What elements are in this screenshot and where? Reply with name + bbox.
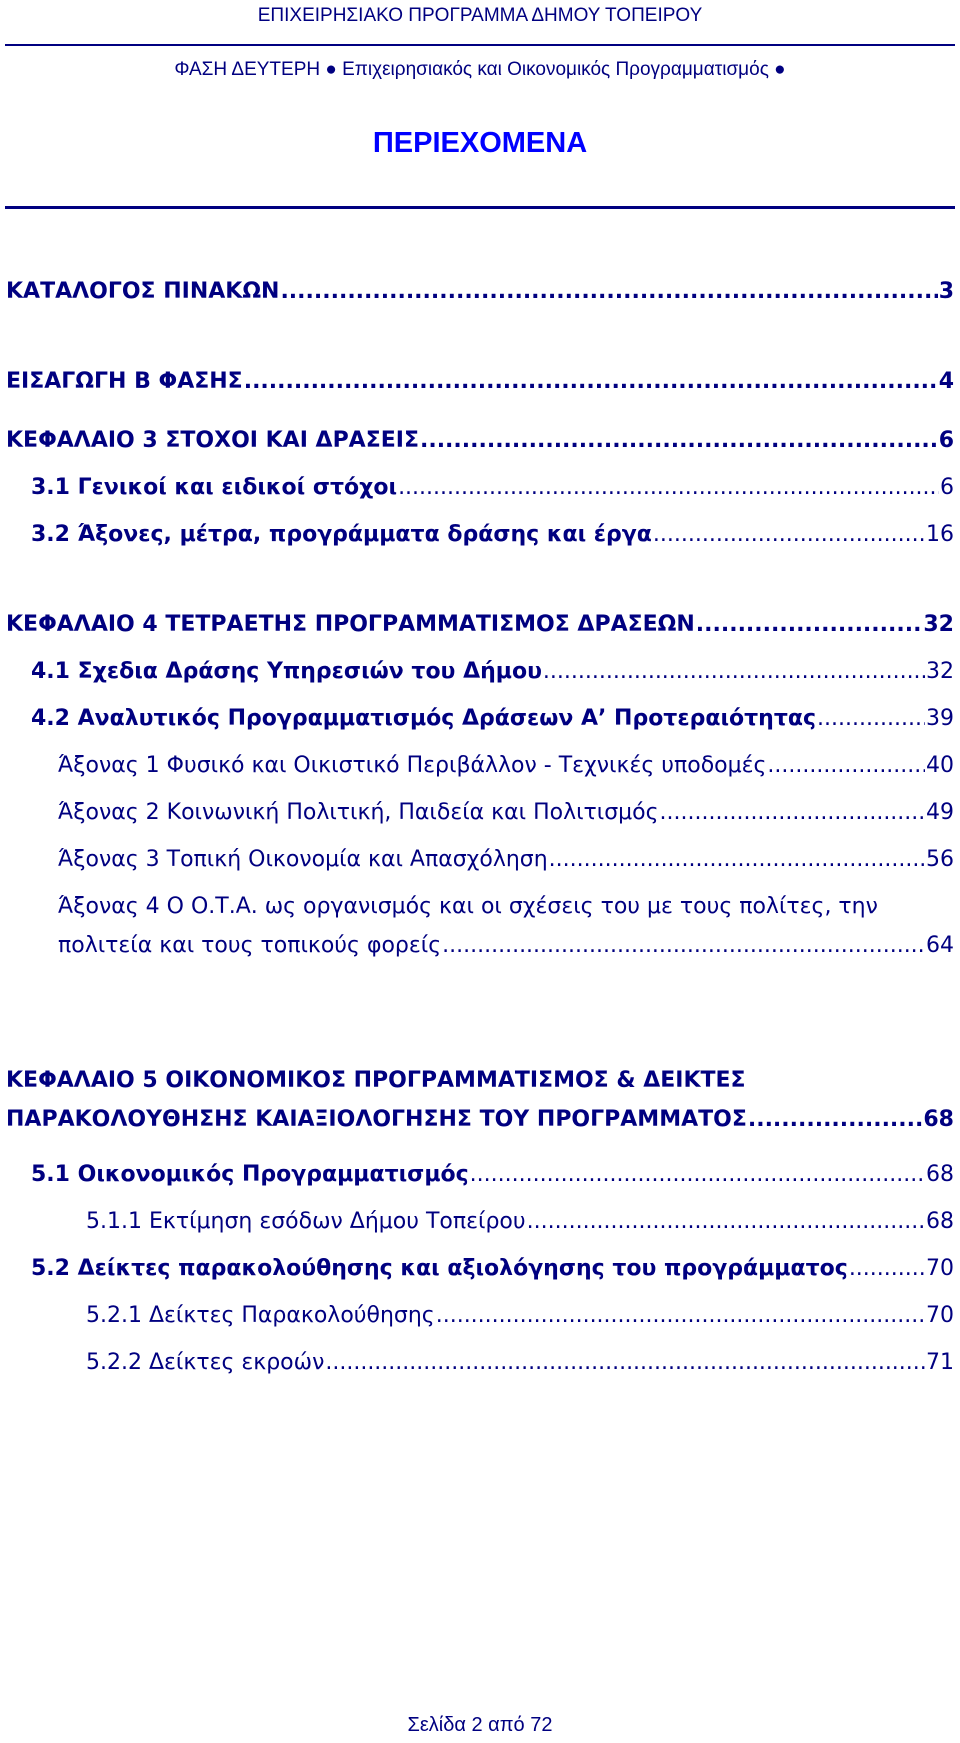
toc-entry-text-line1: Άξονας 4 Ο Ο.Τ.Α. ως οργανισμός και οι σχέσεις του με τους πολίτες, την [58,894,878,919]
toc-entry-page: 32 [926,659,954,684]
toc-entry-text: 5.1.1 Εκτίμηση εσόδων Δήμου Τοπείρου [86,1209,526,1234]
toc-entry-page: 56 [926,847,954,872]
toc-entry-5-1-1[interactable] [6,1209,954,1241]
leader-dots [470,1162,925,1187]
toc-entry-chapter-4[interactable] [6,612,954,644]
toc-entry-page: 32 [923,612,954,637]
toc-entry-page: 16 [926,522,954,547]
leader-dots [442,933,925,958]
toc-entry-page: 40 [926,753,954,778]
leader-dots [696,612,923,637]
leader-dots [527,1209,925,1234]
toc-entry-page: 39 [926,706,954,731]
leader-dots [767,753,925,778]
toc-entry-4-1[interactable] [6,659,954,691]
toc-entry-text-line1: ΚΕΦΑΛΑΙΟ 5 ΟΙΚΟΝΟΜΙΚΟΣ ΠΡΟΓΡΑΜΜΑΤΙΣΜΟΣ & ΔΕΙΚΤΕΣ [6,1068,746,1093]
toc-entry-axis-4[interactable] [6,894,954,966]
toc-entry-page: 4 [938,369,954,394]
toc-entry-page: 68 [926,1209,954,1234]
toc-entry-text: ΚΕΦΑΛΑΙΟ 3 ΣΤΟΧΟΙ ΚΑΙ ΔΡΑΣΕΙΣ [6,428,419,453]
toc-entry-page: 49 [926,800,954,825]
toc-entry-5-2-1[interactable] [6,1303,954,1335]
toc-entry-text: πολιτεία και τους τοπικούς φορείς [58,933,442,958]
toc-entry-text: 3.1 Γενικοί και ειδικοί στόχοι [31,475,398,500]
leader-dots [849,1256,925,1281]
toc-entry-introduction[interactable] [6,369,954,401]
toc-entry-5-2-2[interactable] [6,1350,954,1382]
header-divider [5,44,955,46]
toc-entry-text: Άξονας 3 Τοπική Οικονομία και Απασχόληση [58,847,548,872]
toc-entry-text: 4.2 Αναλυτικός Προγραμματισμός Δράσεων Α’ Προτεραιότητας [31,706,817,731]
leader-dots [817,706,925,731]
document-header-title: ΕΠΙΧΕΙΡΗΣΙΑΚΟ ΠΡΟΓΡΑΜΜΑ ΔΗΜΟΥ ΤΟΠΕΙΡΟΥ [257,5,703,26]
leader-dots [436,1303,925,1328]
toc-entry-page: 64 [926,933,954,958]
toc-entry-page: 6 [940,475,954,500]
toc-entry-page: 70 [926,1303,954,1328]
toc-entry-page: 70 [926,1256,954,1281]
leader-dots [398,475,939,500]
toc-entry-text: 5.2.2 Δείκτες εκροών [86,1350,325,1375]
toc-entry-text: 4.1 Σχεδια Δράσης Υπηρεσιών του Δήμου [31,659,542,684]
toc-entry-text: 5.1 Οικονομικός Προγραμματισμός [31,1162,469,1187]
toc-entry-text: ΠΑΡΑΚΟΛΟΥΘΗΣΗΣ ΚΑΙΑΞΙΟΛΟΓΗΣΗΣ ΤΟΥ ΠΡΟΓΡΑΜΜΑΤΟΣ [6,1107,747,1132]
leader-dots [244,369,938,394]
toc-entry-4-2[interactable] [6,706,954,738]
leader-dots [325,1350,925,1375]
toc-entry-page: 68 [923,1107,954,1132]
toc-entry-axis-1[interactable] [6,753,954,785]
toc-entry-text: ΚΑΤΑΛΟΓΟΣ ΠΙΝΑΚΩΝ [6,279,280,304]
toc-title: ΠΕΡΙΕΧΟΜΕΝΑ [372,127,588,159]
toc-entry-chapter-5[interactable] [6,1068,954,1140]
leader-dots [660,800,925,825]
toc-entry-list-of-tables[interactable] [6,279,954,311]
toc-entry-page: 3 [938,279,954,304]
leader-dots [653,522,925,547]
toc-entry-5-1[interactable] [6,1162,954,1194]
toc-entry-text: 3.2 Άξονες, μέτρα, προγράμματα δράσης και έργα [31,522,652,547]
toc-entry-text: 5.2 Δείκτες παρακολούθησης και αξιολόγησης του προγράμματος [31,1256,848,1281]
toc-entry-page: 71 [926,1350,954,1375]
toc-entry-text: 5.2.1 Δείκτες Παρακολούθησης [86,1303,435,1328]
toc-entry-3-2[interactable] [6,522,954,554]
toc-entry-axis-3[interactable] [6,847,954,879]
toc-title-divider [5,206,955,209]
leader-dots [748,1107,923,1132]
leader-dots [549,847,925,872]
page-number-footer: Σελίδα 2 από 72 [407,1714,553,1736]
leader-dots [420,428,938,453]
leader-dots [280,279,937,304]
toc-entry-3-1[interactable] [6,475,954,507]
leader-dots [543,659,925,684]
toc-entry-text: Άξονας 2 Κοινωνική Πολιτική, Παιδεία και Πολιτισμός [58,800,659,825]
toc-entry-5-2[interactable] [6,1256,954,1288]
toc-entry-chapter-3[interactable] [6,428,954,460]
toc-entry-page: 6 [938,428,954,453]
document-header-subtitle: ΦΑΣΗ ΔΕΥΤΕΡΗ ● Επιχειρησιακός και Οικονομικός Προγραμματισμός ● [174,59,786,80]
toc-entry-text: ΚΕΦΑΛΑΙΟ 4 ΤΕΤΡΑΕΤΗΣ ΠΡΟΓΡΑΜΜΑΤΙΣΜΟΣ ΔΡΑΣΕΩΝ [6,612,695,637]
toc-entry-axis-2[interactable] [6,800,954,832]
toc-entry-text: ΕΙΣΑΓΩΓΗ Β ΦΑΣΗΣ [6,369,243,394]
toc-entry-text: Άξονας 1 Φυσικό και Οικιστικό Περιβάλλον - Τεχνικές υποδομές [58,753,767,778]
toc-entry-page: 68 [926,1162,954,1187]
